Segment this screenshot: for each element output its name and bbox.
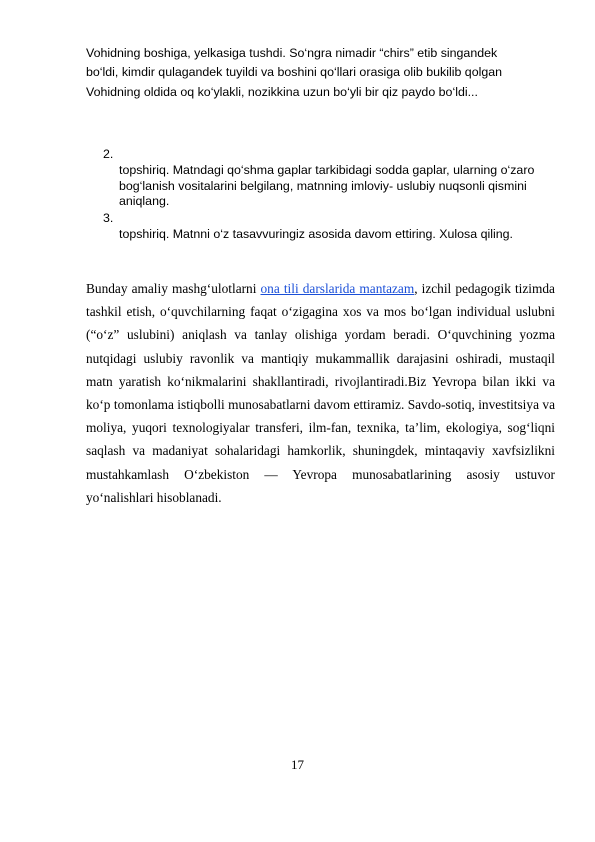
main-text-before-link: Bunday amaliy mashg‘ulotlarni xyxy=(86,281,261,296)
intro-line: Vohidning boshiga, yelkasiga tushdi. So‘ngra nimadir “chirs” etib singandek xyxy=(86,46,498,60)
main-text-after-link: , izchil pedagogik tizimda tashkil etish, o‘quvchilarning faqat o‘zigagina xos va mos bo‘lgan individual uslubni (“o‘z” uslubini) aniqlash va tanlay olishiga yordam beradi. O‘quvchining yozma nutqidagi uslubiy ravonlik va mantiqiy mukammallik darajasini oshiradi, mustaqil matn yaratish ko‘nikmalarini shakllantiradi, rivojlantiradi.Biz Yevropa bilan ikki va ko‘p tomonlama istiqbolli munosabatlarni davom ettiramiz. Savdo-sotiq, investitsiya va moliya, yuqori texnologiyalar transferi, ilm-fan, texnika, ta’lim, ekologiya, sog‘liqni saqlash va madaniyat sohalaridagi hamkorlik, shuningdek, mintaqaviy xavfsizlikni mustahkamlash O‘zbekiston — Yevropa munosabatlarining asosiy ustuvor yo‘nalishlari hisoblanadi. xyxy=(86,281,555,505)
task-text: topshiriq. Matnni o‘z tasavvuringiz asosida davom ettiring. Xulosa qiling. xyxy=(119,227,513,241)
task-number: 3. xyxy=(103,211,114,225)
intro-line: Vohidning oldida oq ko‘ylakli, nozikkina uzun bo‘yli bir qiz paydo bo‘ldi... xyxy=(86,84,478,99)
intro-paragraph xyxy=(86,44,556,102)
task-number: 2. xyxy=(103,147,114,161)
page-number: 17 xyxy=(291,757,304,772)
main-paragraph xyxy=(86,277,555,509)
intro-line: bo‘ldi, kimdir qulagandek tuyildi va boshini qo‘llari orasiga olib bukilib qolgan xyxy=(86,65,503,80)
lesson-link[interactable]: ona tili darslarida mantazam xyxy=(260,281,415,296)
task-text: topshiriq. Matndagi qo‘shma gaplar tarkibidagi sodda gaplar, ularning o‘zaro bog‘lanish vositalarini belgilang, matnning imloviy- uslubiy nuqsonli qismini aniqlang. xyxy=(119,163,535,208)
main-paragraph-text xyxy=(86,277,555,509)
